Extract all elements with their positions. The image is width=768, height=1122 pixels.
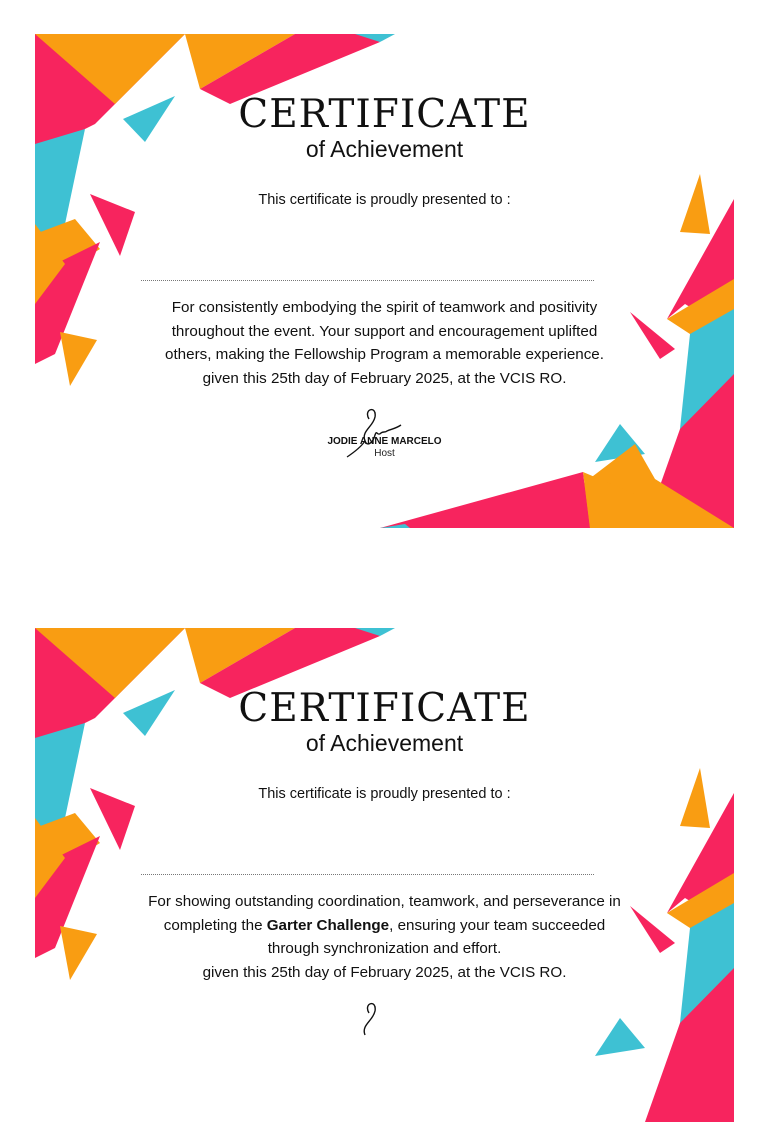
certificate-title: CERTIFICATE: [238, 92, 531, 137]
certificate-title: CERTIFICATE: [238, 686, 531, 731]
certificate-2: [35, 628, 734, 1122]
body-line: For consistently embodying the spirit of teamwork and positivity: [171, 299, 598, 316]
body-line: given this 25th day of February 2025, at the VCIS RO.: [202, 369, 567, 387]
recipient-name-line: [141, 280, 594, 281]
body-text: , ensuring your team succeeded: [389, 916, 606, 934]
signer-role: Host: [374, 448, 395, 459]
body-line: For showing outstanding coordination, teamwork, and perseverance in: [148, 893, 621, 910]
body-line: others, making the Fellowship Program a memorable experience.: [165, 346, 604, 363]
body-text: completing the: [163, 916, 267, 934]
recipient-name-line: [141, 874, 594, 875]
certificate-body: [75, 890, 694, 984]
certificate-subtitle: of Achievement: [305, 730, 464, 756]
presented-to-text: This certificate is proudly presented to :: [258, 192, 511, 208]
certificate-1: [35, 34, 734, 528]
body-line: [75, 914, 694, 938]
body-line: through synchronization and effort.: [267, 940, 502, 957]
certificate-body: [95, 296, 674, 390]
body-line: given this 25th day of February 2025, at the VCIS RO.: [202, 963, 567, 981]
certificate-subtitle: of Achievement: [305, 136, 464, 162]
challenge-name: Garter Challenge: [266, 916, 390, 934]
handwritten-signature: [335, 1001, 411, 1053]
signer-name: JODIE ANNE MARCELO: [327, 436, 442, 447]
presented-to-text: This certificate is proudly presented to :: [258, 786, 511, 802]
body-line: throughout the event. Your support and encouragement uplifted: [171, 322, 598, 340]
